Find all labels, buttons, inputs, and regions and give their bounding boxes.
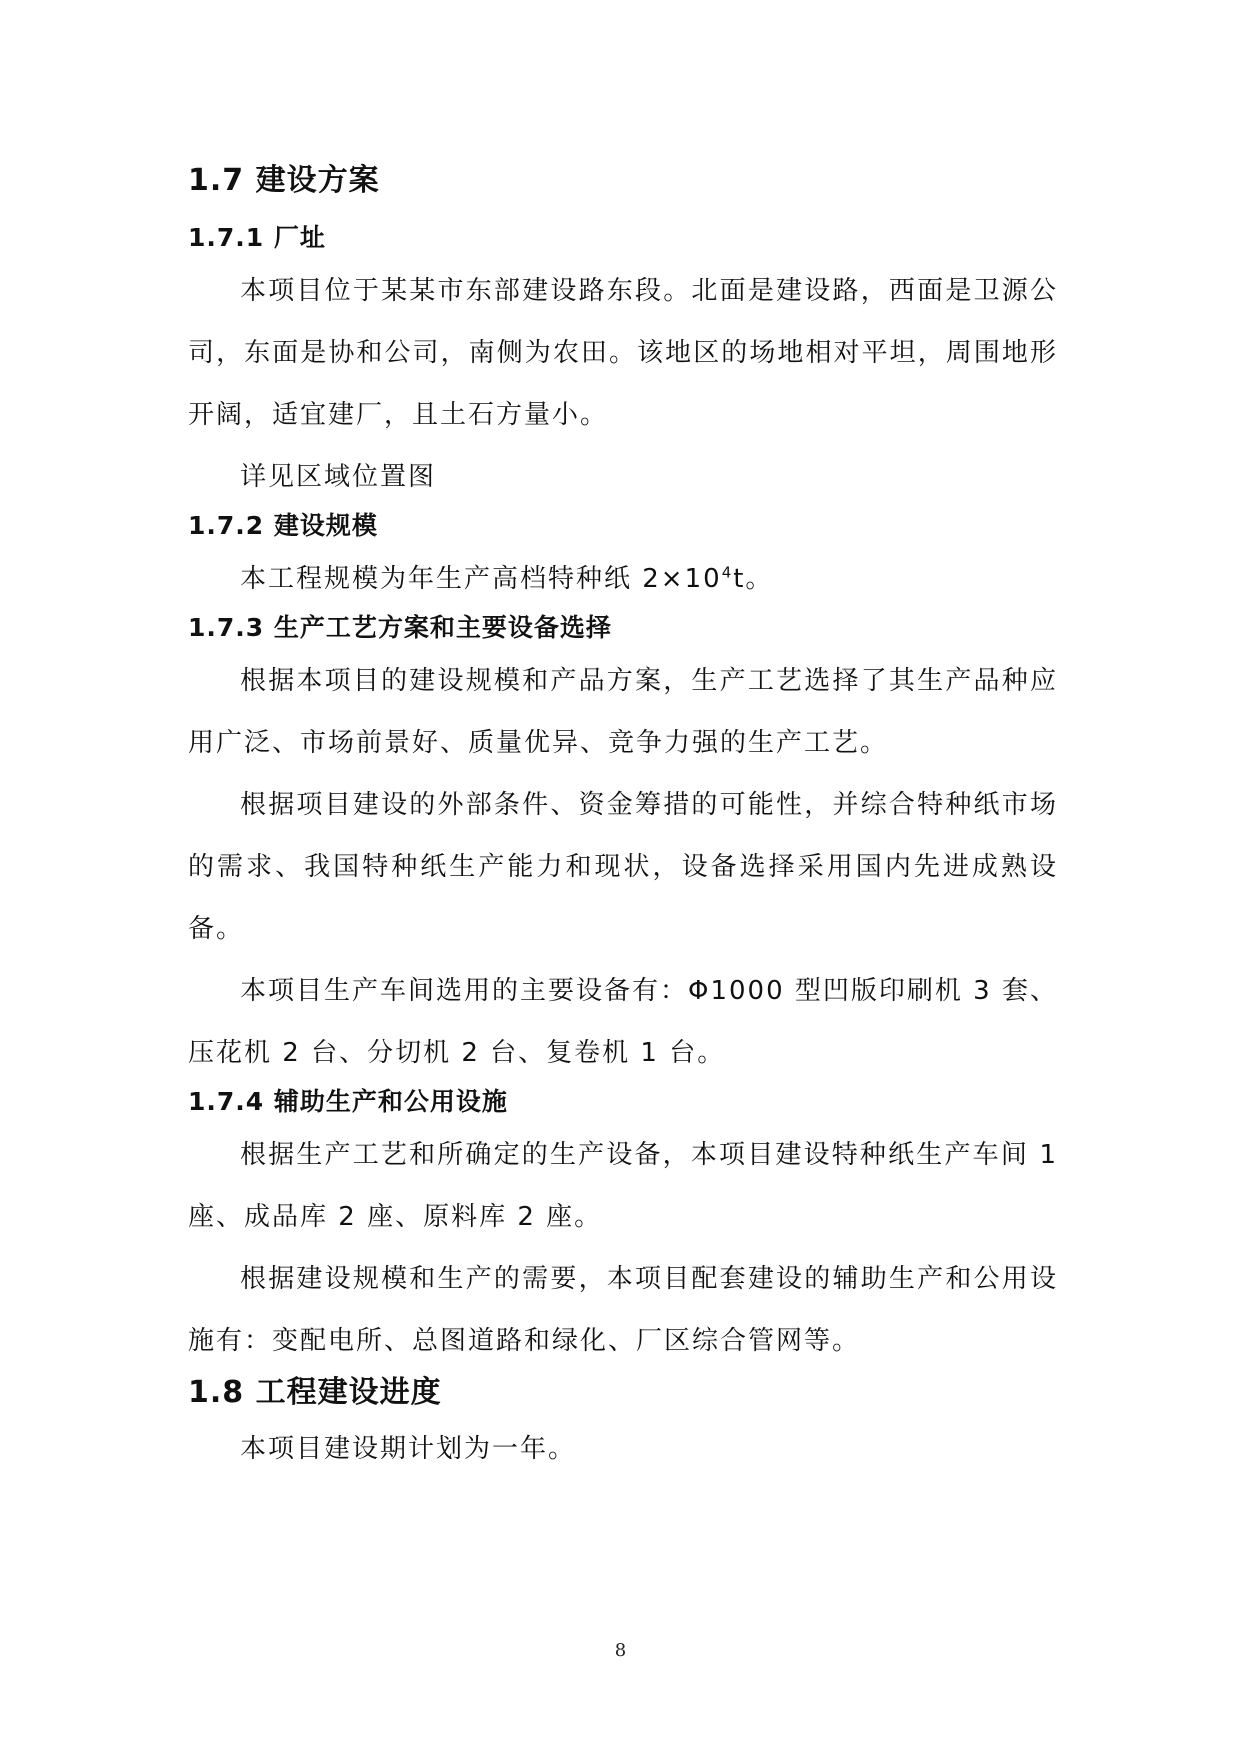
subsection-heading-1-7-2: 1.7.2 建设规模 <box>188 511 378 540</box>
document-body <box>188 160 1058 1480</box>
scale-text-suffix: t。 <box>733 564 774 594</box>
section-heading-1-8: 1.8 工程建设进度 <box>188 1375 442 1410</box>
paragraph-see-map: 详见区域位置图 <box>240 462 437 492</box>
paragraph-process-selection: 根据本项目的建设规模和产品方案，生产工艺选择了其生产品种应用广泛、市场前景好、质量优异、竞争力强的生产工艺。 <box>188 666 1058 758</box>
paragraph-workshop-buildings: 根据生产工艺和所确定的生产设备，本项目建设特种纸生产车间 1 座、成品库 2 座、原料库 2 座。 <box>188 1140 1058 1232</box>
subsection-heading-1-7-1: 1.7.1 厂址 <box>188 223 326 252</box>
paragraph-site-location: 本项目位于某某市东部建设路东段。北面是建设路，西面是卫源公司，东面是协和公司，南侧为农田。该地区的场地相对平坦，周围地形开阔，适宜建厂，且土石方量小。 <box>188 276 1058 430</box>
paragraph-auxiliary-facilities: 根据建设规模和生产的需要，本项目配套建设的辅助生产和公用设施有：变配电所、总图道路和绿化、厂区综合管网等。 <box>188 1264 1058 1356</box>
section-heading-1-7: 1.7 建设方案 <box>188 163 380 198</box>
paragraph-construction-scale <box>188 548 1058 610</box>
subsection-heading-1-7-4: 1.7.4 辅助生产和公用设施 <box>188 1087 508 1116</box>
scale-text-prefix: 本工程规模为年生产高档特种纸 2×10 <box>240 564 722 594</box>
paragraph-equipment-selection: 根据项目建设的外部条件、资金筹措的可能性，并综合特种纸市场的需求、我国特种纸生产能力和现状，设备选择采用国内先进成熟设备。 <box>188 790 1058 944</box>
page-number: 8 <box>614 1640 627 1661</box>
subsection-heading-1-7-3: 1.7.3 生产工艺方案和主要设备选择 <box>188 613 612 642</box>
paragraph-main-equipment: 本项目生产车间选用的主要设备有：Φ1000 型凹版印刷机 3 套、压花机 2 台、分切机 2 台、复卷机 1 台。 <box>188 976 1058 1068</box>
paragraph-construction-period: 本项目建设期计划为一年。 <box>240 1434 577 1464</box>
scale-exponent: 4 <box>721 563 734 582</box>
